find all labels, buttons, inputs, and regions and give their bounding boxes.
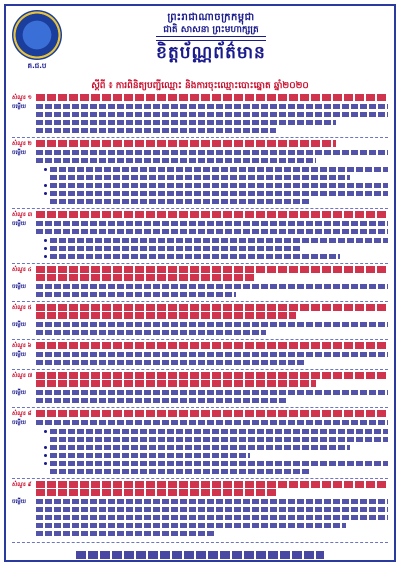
answer-text [36,420,388,425]
bullet-icon [44,462,47,465]
bullet-text [50,199,310,204]
bullet-text [50,461,388,466]
section-divider [12,208,388,209]
answer-text [36,284,388,289]
bullet-icon [44,454,47,457]
question-text [36,304,388,311]
question-label: សំណួរ ១ [12,95,32,101]
question-text [36,312,296,319]
info-leaflet [4,4,396,562]
bullet-text [50,254,340,259]
bullet-text [50,175,350,180]
ornament-divider [156,36,266,41]
bullet-icon [44,239,47,242]
section-divider [12,478,388,479]
bullet-text [50,429,388,434]
question-label: សំណួរ ៧ [12,373,33,379]
answer-text [36,330,266,335]
answer-label: ចម្លើយ [12,221,26,227]
bullet-text [50,437,388,442]
answer-label: ចម្លើយ [12,420,26,426]
answer-text [36,120,336,125]
bullet-text [50,453,250,458]
question-text [36,274,256,281]
answer-text [36,322,388,327]
nec-logo-icon [12,10,62,60]
answer-label: ចម្លើយ [12,284,26,290]
question-text [36,372,388,379]
answer-text [36,229,388,234]
question-label: សំណួរ ៨ [12,411,32,417]
question-label: សំណួរ ៤ [12,267,32,273]
kingdom-name: ព្រះរាជាណាចក្រកម្ពុជា [167,12,255,23]
answer-text [36,360,306,365]
logo-caption: គ.ជ.ប [27,62,47,70]
question-label: សំណួរ ៣ [12,212,33,218]
section-divider [12,263,388,264]
national-motto: ជាតិ សាសនា ព្រះមហាក្សត្រ [163,25,259,35]
answer-text [36,390,388,395]
question-text [36,211,388,218]
answer-text [36,158,316,163]
question-label: សំណួរ ៥ [12,305,32,311]
question-text [36,140,336,147]
question-text [36,342,388,349]
question-label: សំណួរ ២ [12,141,32,147]
answer-text [36,292,236,297]
bullet-icon [44,184,47,187]
header [6,6,394,78]
question-text [36,380,316,387]
answer-label: ចម្លើយ [12,322,26,328]
answer-label: ចម្លើយ [12,499,26,505]
bullet-icon [44,255,47,258]
bullet-icon [44,446,47,449]
bullet-icon [44,430,47,433]
section-divider [12,301,388,302]
section-divider [12,542,388,543]
bullet-icon [44,247,47,250]
bullet-text [50,167,388,172]
section-divider [12,407,388,408]
footer-signature [76,551,324,559]
answer-text [36,398,286,403]
question-text [36,481,388,488]
bullet-text [50,469,310,474]
bullet-text [50,445,350,450]
question-text [36,410,388,417]
bullet-icon [44,168,47,171]
section-divider [12,369,388,370]
question-label: សំណួរ ៩ [12,482,32,488]
answer-text [36,515,388,520]
bullet-text [50,183,388,188]
answer-text [36,352,388,357]
answer-text [36,531,216,536]
answer-text [36,221,388,226]
question-label: សំណួរ ៦ [12,343,32,349]
answer-text [36,499,388,504]
section-divider [12,339,388,340]
answer-text [36,112,388,117]
bullet-text [50,246,300,251]
section-divider [12,137,388,138]
answer-text [36,523,346,528]
answer-label: ចម្លើយ [12,352,26,358]
leaflet-title: ខិត្តប័ណ្ណព័ត៌មាន [156,43,266,63]
question-text [36,94,388,101]
answer-text [36,507,388,512]
answer-text [36,104,388,109]
bullet-text [50,238,388,243]
answer-text [36,150,388,155]
answer-label: ចម្លើយ [12,150,26,156]
question-text [36,489,276,496]
leaflet-subtitle: ស្ដីពី ៖ ការពិនិត្យបញ្ជីឈ្មោះ និងការចុះឈ្មោះបោះឆ្នោត ឆ្នាំ២០២០ [91,81,309,91]
question-text [36,266,388,273]
answer-text [36,128,276,133]
answer-label: ចម្លើយ [12,104,26,110]
bullet-text [50,191,388,196]
bullet-icon [44,192,47,195]
answer-label: ចម្លើយ [12,390,26,396]
